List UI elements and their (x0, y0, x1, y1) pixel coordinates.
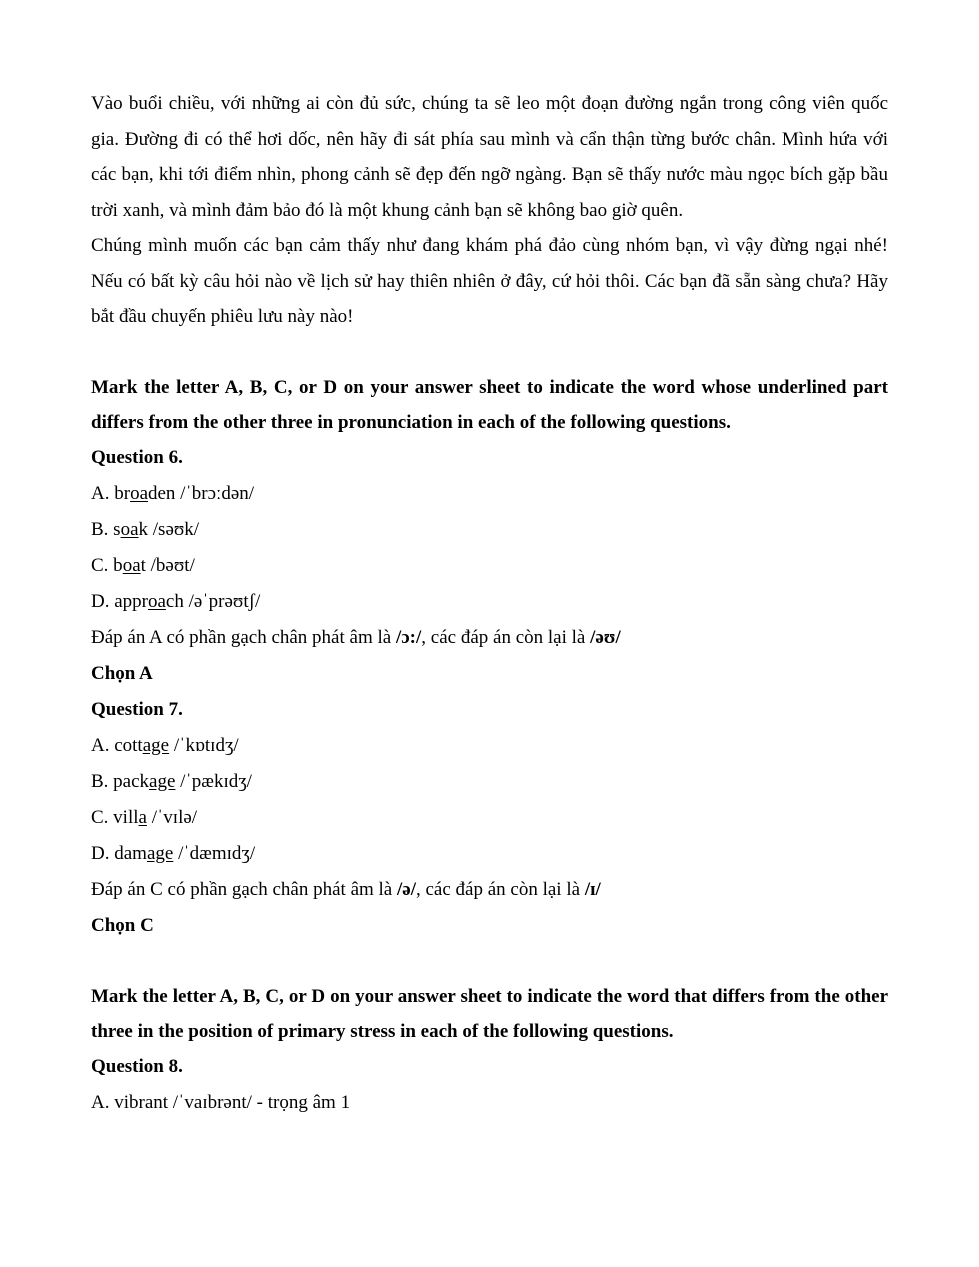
question-7-option-d: D. damage /ˈdæmɪdʒ/ (91, 842, 256, 864)
question-6-answer: Chọn A (91, 662, 153, 684)
question-7-answer: Chọn C (91, 914, 154, 936)
document-page (91, 86, 888, 1121)
spacer (91, 944, 888, 979)
pronunciation-instruction: Mark the letter A, B, C, or D on your answer sheet to indicate the word whose underlined part differs from the other three in pronunciation in each of the following questions. (91, 376, 888, 433)
question-7-option-b: B. package /ˈpækɪdʒ/ (91, 770, 252, 792)
intro-paragraph-2: Chúng mình muốn các bạn cảm thấy như đang khám phá đảo cùng nhóm bạn, vì vậy đừng ngại nhé! Nếu có bất kỳ câu hỏi nào về lịch sử hay thiên nhiên ở đây, cứ hỏi thôi. Các bạn đã sẵn sàng chưa? Hãy bắt đầu chuyến phiêu lưu này nào! (91, 235, 888, 327)
question-7-option-a: A. cottage /ˈkɒtɪdʒ/ (91, 734, 239, 756)
question-6-option-b: B. soak /səʊk/ (91, 518, 200, 540)
question-6-option-d: D. approach /əˈprəʊtʃ/ (91, 590, 261, 612)
question-6-title: Question 6. (91, 446, 183, 468)
spacer (91, 335, 888, 370)
question-7-option-c: C. villa /ˈvɪlə/ (91, 806, 198, 828)
question-7-title: Question 7. (91, 698, 183, 720)
question-8-title: Question 8. (91, 1055, 183, 1077)
question-6-explanation: Đáp án A có phần gạch chân phát âm là /ɔ:/, các đáp án còn lại là /əʊ/ (91, 626, 621, 648)
intro-paragraph-1: Vào buổi chiều, với những ai còn đủ sức, chúng ta sẽ leo một đoạn đường ngắn trong công viên quốc gia. Đường đi có thể hơi dốc, nên hãy đi sát phía sau mình và cẩn thận từng bước chân. Mình hứa với các bạn, khi tới điểm nhìn, phong cảnh sẽ đẹp đến ngỡ ngàng. Bạn sẽ thấy nước màu ngọc bích gặp bầu trời xanh, và mình đảm bảo đó là một khung cảnh bạn sẽ không bao giờ quên. (91, 93, 888, 221)
stress-instruction: Mark the letter A, B, C, or D on your answer sheet to indicate the word that differs from the other three in the position of primary stress in each of the following questions. (91, 985, 888, 1042)
question-7-explanation: Đáp án C có phần gạch chân phát âm là /ə/, các đáp án còn lại là /ɪ/ (91, 878, 601, 900)
question-6-option-c: C. boat /bəʊt/ (91, 554, 195, 576)
question-6-option-a: A. broaden /ˈbrɔːdən/ (91, 482, 255, 504)
question-8-option-a: A. vibrant /ˈvaɪbrənt/ - trọng âm 1 (91, 1091, 351, 1113)
